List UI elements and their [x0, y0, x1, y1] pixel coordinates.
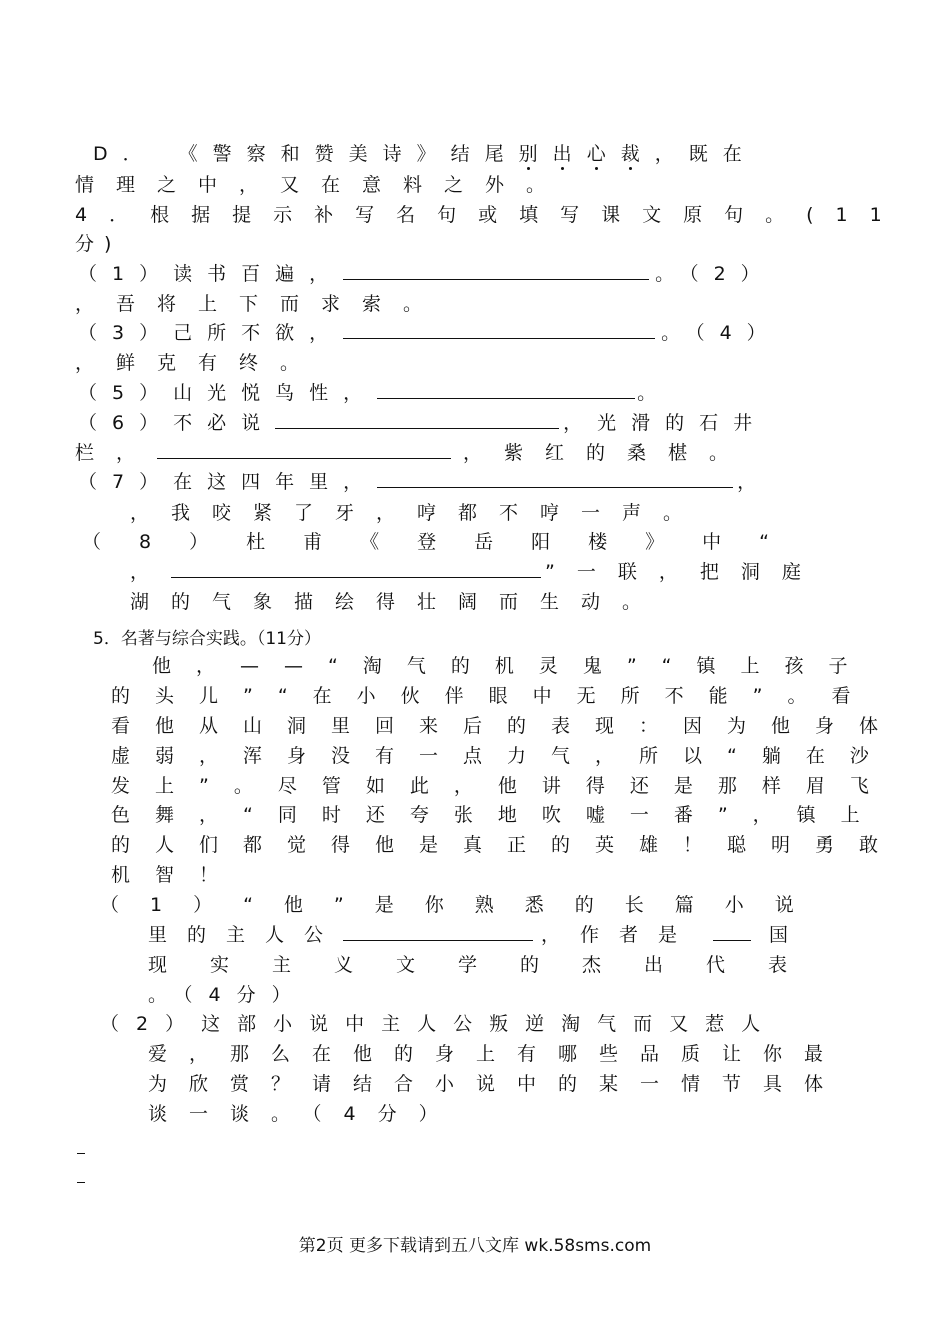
- q5-sub2-line3: 为欣赏？请结合小说中的某一情节具体: [148, 1073, 846, 1095]
- q4-item-2-label: 。（2）: [655, 263, 775, 285]
- q4-item-6-blank-1[interactable]: [275, 410, 559, 429]
- q4-item-3-text: （3）己所不欲，: [78, 322, 344, 344]
- q5-sub2-line1: （2）这部小说中主人公叛逆淘气而又惹人: [100, 1013, 778, 1035]
- answer-line-2[interactable]: [77, 1182, 85, 1183]
- emphasis-char: 裁: [620, 143, 655, 165]
- q4-item-7-text: （7）在这四年里，: [78, 471, 378, 493]
- option-d-label: D．: [93, 143, 157, 165]
- q4-item-8-text-2: ”一联，把洞庭: [545, 561, 823, 583]
- q4-item-4: ，鲜克有终。: [75, 352, 322, 374]
- q5-passage-line-4: 虚弱，浑身没有一点力气，所以“躺在沙: [111, 745, 894, 767]
- q4-item-4-label: 。（4）: [661, 322, 781, 344]
- option-d-line2: 情理之中，又在意料之外。: [75, 174, 568, 196]
- q4-item-7-blank[interactable]: [377, 469, 733, 488]
- q5-passage-line-7: 的人们都觉得他是真正的英雄！聪明勇敢: [111, 834, 904, 856]
- q5-sub1-blank-2[interactable]: [713, 922, 751, 941]
- q4-item-7-comma: ，: [737, 471, 772, 493]
- q4-item-6: [78, 410, 767, 436]
- emphasis-char: 心: [586, 143, 621, 165]
- q4-item-2: ，吾将上下而求索。: [75, 293, 445, 315]
- q4-item-6-text-3: 栏，: [75, 442, 158, 464]
- answer-line-1[interactable]: [77, 1153, 85, 1154]
- q5-sub1-line1: （1）“他”是你熟悉的长篇小说: [100, 894, 825, 916]
- q4-title-cont: 分): [75, 233, 122, 255]
- q5-sub1-line4: 。（4分）: [148, 984, 307, 1006]
- emphasis-char: 别: [518, 143, 553, 165]
- q4-item-3-blank[interactable]: [343, 320, 655, 339]
- q4-item-7-line2: ，我咬紧了牙，哼都不哼一声。: [130, 502, 705, 524]
- q5-title: 5．名著与综合实践。（11分）: [93, 629, 321, 649]
- q5-passage-line-5: 发上”。尽管如此，他讲得还是那样眉飞: [111, 775, 894, 797]
- q5-passage-line-3: 看他从山洞里回来后的表现：因为他身体: [111, 715, 904, 737]
- q5-sub2-line4: 谈一谈。（4分）: [148, 1103, 460, 1125]
- option-d-line1: [93, 141, 757, 167]
- q5-sub1-line2: [148, 922, 808, 948]
- q4-item-8-comma: ，: [130, 561, 172, 583]
- q5-sub2-line2: 爱，那么在他的身上有哪些品质让你最: [148, 1043, 846, 1065]
- emphasis-char: 出: [552, 143, 587, 165]
- q5-passage-line-6: 色舞，“同时还夸张地吹嘘一番”，镇上: [111, 804, 885, 826]
- q5-passage-line-1: 他，——“淘气的机灵鬼”“镇上孩子: [152, 655, 873, 677]
- option-d-dotted-text: [519, 143, 655, 165]
- q4-item-1: [78, 261, 775, 287]
- q4-title: 4．根据提示补写名句或填写课文原句。(11: [75, 204, 904, 226]
- q4-item-6-text-2: ，光滑的石井: [563, 412, 768, 434]
- q4-item-8: （8）杜甫《登岳阳楼》中“: [82, 531, 807, 553]
- q5-sub1-text: 里的主人公: [148, 924, 344, 946]
- q5-sub1-text-2: ，作者是: [541, 924, 698, 946]
- q4-item-5-blank[interactable]: [377, 380, 635, 399]
- option-d-text: 《警察和赞美诗》结尾: [178, 143, 519, 165]
- q4-item-1-blank[interactable]: [343, 261, 649, 280]
- q4-item-8-blank[interactable]: [171, 559, 541, 578]
- q4-item-5-end: 。: [637, 382, 672, 404]
- q4-item-5-text: （5）山光悦鸟性，: [78, 382, 378, 404]
- q4-item-6-text: （6）不必说: [78, 412, 276, 434]
- q4-item-1-text: （1）读书百遍，: [78, 263, 344, 285]
- q4-item-6-line2: [75, 440, 750, 466]
- q5-passage-line-2: 的头儿”“在小伙伴眼中无所不能”。看: [111, 685, 876, 707]
- q5-sub1-line3: 现实主义文学的杰出代表: [148, 954, 831, 976]
- q4-item-5: [78, 380, 671, 406]
- q4-item-6-text-4: ，紫红的桑椹。: [463, 442, 751, 464]
- q5-sub1-blank-1[interactable]: [343, 922, 533, 941]
- q4-item-3: [78, 320, 781, 346]
- q5-passage-line-8: 机智！: [111, 864, 244, 886]
- q4-item-6-blank-2[interactable]: [157, 440, 451, 459]
- page-footer: 第2页 更多下载请到五八文库 wk.58sms.com: [298, 1236, 652, 1256]
- option-d-text-post: ，既在: [654, 143, 757, 165]
- q4-item-7: [78, 469, 771, 495]
- q5-sub1-text-3: 国: [769, 924, 809, 946]
- q4-item-8-line3: 湖的气象描绘得壮阔而生动。: [130, 591, 664, 613]
- q4-item-8-line2: [130, 559, 823, 585]
